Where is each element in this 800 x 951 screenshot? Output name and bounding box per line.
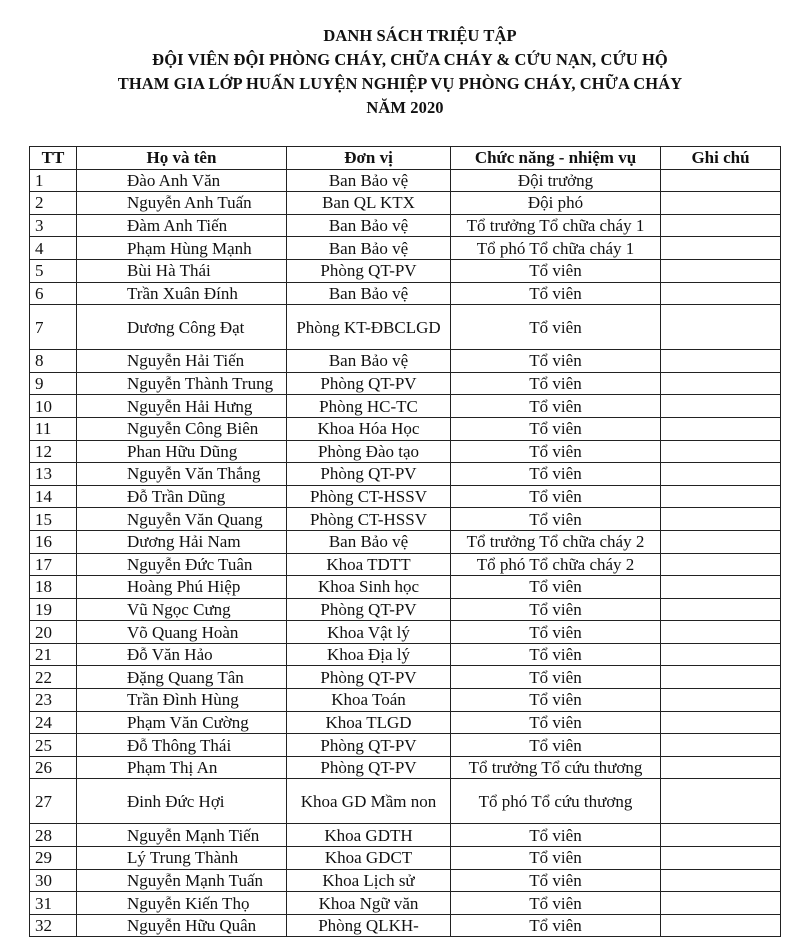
cell-role: Tổ phó Tổ chữa cháy 2 [451, 553, 661, 576]
cell-role: Đội phó [451, 192, 661, 215]
title-line-4: NĂM 2020 [366, 98, 444, 117]
cell-unit: Khoa TLGD [287, 711, 451, 734]
table-row [30, 395, 781, 418]
cell-name: Nguyễn Mạnh Tiến [77, 824, 287, 847]
cell-name: Phạm Thị An [77, 756, 287, 779]
cell-role: Tổ viên [451, 350, 661, 373]
cell-name: Nguyễn Hữu Quân [77, 914, 287, 937]
cell-unit: Phòng Đào tạo [287, 440, 451, 463]
cell-tt: 24 [30, 711, 77, 734]
header-role: Chức năng - nhiệm vụ [451, 147, 661, 170]
cell-name: Vũ Ngọc Cưng [77, 598, 287, 621]
cell-unit: Phòng QLKH- [287, 914, 451, 937]
cell-note [661, 824, 781, 847]
cell-role: Tổ viên [451, 869, 661, 892]
cell-role: Tổ viên [451, 621, 661, 644]
cell-unit: Phòng CT-HSSV [287, 508, 451, 531]
cell-name: Dương Hải Nam [77, 530, 287, 553]
cell-role: Tổ trưởng Tổ chữa cháy 2 [451, 530, 661, 553]
cell-tt: 25 [30, 734, 77, 757]
cell-role: Tổ viên [451, 305, 661, 350]
cell-name: Nguyễn Anh Tuấn [77, 192, 287, 215]
cell-name: Nguyễn Mạnh Tuấn [77, 869, 287, 892]
cell-name: Trần Đình Hùng [77, 689, 287, 712]
cell-unit: Phòng QT-PV [287, 463, 451, 486]
table-row [30, 576, 781, 599]
cell-role: Tổ viên [451, 259, 661, 282]
cell-tt: 12 [30, 440, 77, 463]
roster-table-body [30, 169, 781, 937]
cell-tt: 19 [30, 598, 77, 621]
table-row [30, 169, 781, 192]
cell-role: Tổ viên [451, 395, 661, 418]
cell-name: Đỗ Văn Hảo [77, 643, 287, 666]
cell-role: Tổ viên [451, 282, 661, 305]
cell-note [661, 892, 781, 915]
cell-role: Tổ viên [451, 689, 661, 712]
cell-note [661, 282, 781, 305]
cell-name: Đàm Anh Tiến [77, 214, 287, 237]
cell-tt: 20 [30, 621, 77, 644]
cell-tt: 2 [30, 192, 77, 215]
cell-role: Tổ viên [451, 576, 661, 599]
cell-tt: 26 [30, 756, 77, 779]
cell-name: Dương Công Đạt [77, 305, 287, 350]
table-row [30, 711, 781, 734]
cell-note [661, 847, 781, 870]
cell-unit: Ban Bảo vệ [287, 350, 451, 373]
table-row [30, 824, 781, 847]
cell-unit: Khoa GD Mầm non [287, 779, 451, 824]
cell-role: Tổ viên [451, 508, 661, 531]
cell-note [661, 756, 781, 779]
cell-unit: Khoa Vật lý [287, 621, 451, 644]
cell-tt: 10 [30, 395, 77, 418]
cell-role: Tổ viên [451, 598, 661, 621]
cell-note [661, 463, 781, 486]
cell-note [661, 530, 781, 553]
cell-name: Nguyễn Đức Tuân [77, 553, 287, 576]
cell-note [661, 372, 781, 395]
cell-note [661, 259, 781, 282]
cell-unit: Khoa Toán [287, 689, 451, 712]
cell-unit: Phòng KT-ĐBCLGD [287, 305, 451, 350]
cell-unit: Ban Bảo vệ [287, 237, 451, 260]
cell-note [661, 305, 781, 350]
cell-unit: Khoa GDTH [287, 824, 451, 847]
cell-tt: 15 [30, 508, 77, 531]
cell-note [661, 553, 781, 576]
cell-name: Hoàng Phú Hiệp [77, 576, 287, 599]
table-row [30, 847, 781, 870]
cell-tt: 27 [30, 779, 77, 824]
cell-tt: 7 [30, 305, 77, 350]
cell-role: Tổ phó Tổ chữa cháy 1 [451, 237, 661, 260]
cell-tt: 17 [30, 553, 77, 576]
cell-note [661, 440, 781, 463]
table-row [30, 621, 781, 644]
table-row [30, 734, 781, 757]
cell-note [661, 395, 781, 418]
cell-role: Tổ viên [451, 417, 661, 440]
cell-unit: Phòng CT-HSSV [287, 485, 451, 508]
cell-role: Tổ viên [451, 824, 661, 847]
table-row [30, 440, 781, 463]
cell-unit: Ban QL KTX [287, 192, 451, 215]
cell-unit: Khoa Địa lý [287, 643, 451, 666]
cell-note [661, 734, 781, 757]
cell-unit: Phòng QT-PV [287, 756, 451, 779]
table-row [30, 598, 781, 621]
cell-tt: 14 [30, 485, 77, 508]
cell-role: Tổ viên [451, 847, 661, 870]
cell-unit: Khoa Lịch sử [287, 869, 451, 892]
cell-note [661, 869, 781, 892]
table-header-row [30, 147, 781, 170]
cell-tt: 9 [30, 372, 77, 395]
table-row [30, 485, 781, 508]
cell-unit: Ban Bảo vệ [287, 169, 451, 192]
cell-role: Tổ viên [451, 711, 661, 734]
cell-unit: Khoa Sinh học [287, 576, 451, 599]
table-row [30, 305, 781, 350]
cell-note [661, 485, 781, 508]
cell-note [661, 689, 781, 712]
cell-name: Nguyễn Văn Thắng [77, 463, 287, 486]
header-unit: Đơn vị [287, 147, 451, 170]
cell-role: Tổ viên [451, 372, 661, 395]
cell-tt: 6 [30, 282, 77, 305]
table-row [30, 463, 781, 486]
cell-tt: 16 [30, 530, 77, 553]
cell-role: Đội trưởng [451, 169, 661, 192]
cell-note [661, 914, 781, 937]
cell-role: Tổ phó Tổ cứu thương [451, 779, 661, 824]
cell-name: Nguyễn Hải Tiến [77, 350, 287, 373]
cell-name: Nguyễn Kiến Thọ [77, 892, 287, 915]
cell-name: Nguyễn Hải Hưng [77, 395, 287, 418]
table-row [30, 779, 781, 824]
cell-unit: Ban Bảo vệ [287, 530, 451, 553]
table-row [30, 192, 781, 215]
table-row [30, 869, 781, 892]
header-note: Ghi chú [661, 147, 781, 170]
table-row [30, 508, 781, 531]
table-row [30, 530, 781, 553]
cell-role: Tổ viên [451, 463, 661, 486]
cell-note [661, 643, 781, 666]
cell-note [661, 711, 781, 734]
cell-unit: Phòng HC-TC [287, 395, 451, 418]
cell-note [661, 169, 781, 192]
table-row [30, 756, 781, 779]
roster-table [29, 146, 781, 937]
cell-note [661, 417, 781, 440]
cell-note [661, 779, 781, 824]
cell-unit: Khoa Hóa Học [287, 417, 451, 440]
cell-name: Đinh Đức Hợi [77, 779, 287, 824]
cell-role: Tổ viên [451, 440, 661, 463]
cell-tt: 23 [30, 689, 77, 712]
cell-tt: 28 [30, 824, 77, 847]
cell-unit: Ban Bảo vệ [287, 282, 451, 305]
cell-name: Phạm Hùng Mạnh [77, 237, 287, 260]
cell-unit: Phòng QT-PV [287, 734, 451, 757]
table-row [30, 666, 781, 689]
table-row [30, 892, 781, 915]
cell-note [661, 508, 781, 531]
title-line-1: DANH SÁCH TRIỆU TẬP [323, 26, 517, 45]
cell-tt: 1 [30, 169, 77, 192]
cell-tt: 11 [30, 417, 77, 440]
cell-note [661, 666, 781, 689]
cell-role: Tổ trưởng Tổ cứu thương [451, 756, 661, 779]
cell-name: Lý Trung Thành [77, 847, 287, 870]
title-line-2: ĐỘI VIÊN ĐỘI PHÒNG CHÁY, CHỮA CHÁY & CỨU NẠN, CỨU HỘ [152, 50, 668, 69]
cell-tt: 21 [30, 643, 77, 666]
table-row [30, 689, 781, 712]
cell-tt: 31 [30, 892, 77, 915]
table-row [30, 372, 781, 395]
cell-role: Tổ viên [451, 643, 661, 666]
cell-note [661, 214, 781, 237]
cell-tt: 8 [30, 350, 77, 373]
table-row [30, 350, 781, 373]
header-name: Họ và tên [77, 147, 287, 170]
cell-name: Bùi Hà Thái [77, 259, 287, 282]
cell-name: Phạm Văn Cường [77, 711, 287, 734]
table-row [30, 214, 781, 237]
table-row [30, 259, 781, 282]
cell-name: Đỗ Trần Dũng [77, 485, 287, 508]
cell-tt: 30 [30, 869, 77, 892]
cell-name: Đào Anh Văn [77, 169, 287, 192]
table-row [30, 643, 781, 666]
cell-name: Phan Hữu Dũng [77, 440, 287, 463]
cell-name: Nguyễn Văn Quang [77, 508, 287, 531]
cell-unit: Phòng QT-PV [287, 666, 451, 689]
document-title [0, 24, 800, 120]
cell-unit: Ban Bảo vệ [287, 214, 451, 237]
cell-unit: Khoa GDCT [287, 847, 451, 870]
cell-tt: 22 [30, 666, 77, 689]
cell-unit: Khoa TDTT [287, 553, 451, 576]
cell-name: Võ Quang Hoàn [77, 621, 287, 644]
cell-note [661, 598, 781, 621]
cell-role: Tổ viên [451, 734, 661, 757]
table-row [30, 282, 781, 305]
cell-note [661, 237, 781, 260]
cell-tt: 5 [30, 259, 77, 282]
cell-tt: 18 [30, 576, 77, 599]
cell-tt: 3 [30, 214, 77, 237]
cell-name: Nguyễn Công Biên [77, 417, 287, 440]
table-row [30, 914, 781, 937]
cell-tt: 29 [30, 847, 77, 870]
table-row [30, 237, 781, 260]
cell-name: Đỗ Thông Thái [77, 734, 287, 757]
cell-name: Nguyễn Thành Trung [77, 372, 287, 395]
cell-note [661, 621, 781, 644]
cell-name: Đặng Quang Tân [77, 666, 287, 689]
header-tt: TT [30, 147, 77, 170]
cell-unit: Khoa Ngữ văn [287, 892, 451, 915]
cell-unit: Phòng QT-PV [287, 372, 451, 395]
cell-role: Tổ viên [451, 485, 661, 508]
cell-note [661, 350, 781, 373]
cell-role: Tổ trưởng Tổ chữa cháy 1 [451, 214, 661, 237]
cell-tt: 32 [30, 914, 77, 937]
cell-role: Tổ viên [451, 914, 661, 937]
cell-unit: Phòng QT-PV [287, 259, 451, 282]
table-row [30, 417, 781, 440]
cell-name: Trần Xuân Đính [77, 282, 287, 305]
cell-note [661, 192, 781, 215]
table-row [30, 553, 781, 576]
cell-tt: 4 [30, 237, 77, 260]
cell-tt: 13 [30, 463, 77, 486]
cell-role: Tổ viên [451, 666, 661, 689]
cell-role: Tổ viên [451, 892, 661, 915]
title-line-3: THAM GIA LỚP HUẤN LUYỆN NGHIỆP VỤ PHÒNG CHÁY, CHỮA CHÁY [117, 74, 683, 93]
cell-unit: Phòng QT-PV [287, 598, 451, 621]
cell-note [661, 576, 781, 599]
